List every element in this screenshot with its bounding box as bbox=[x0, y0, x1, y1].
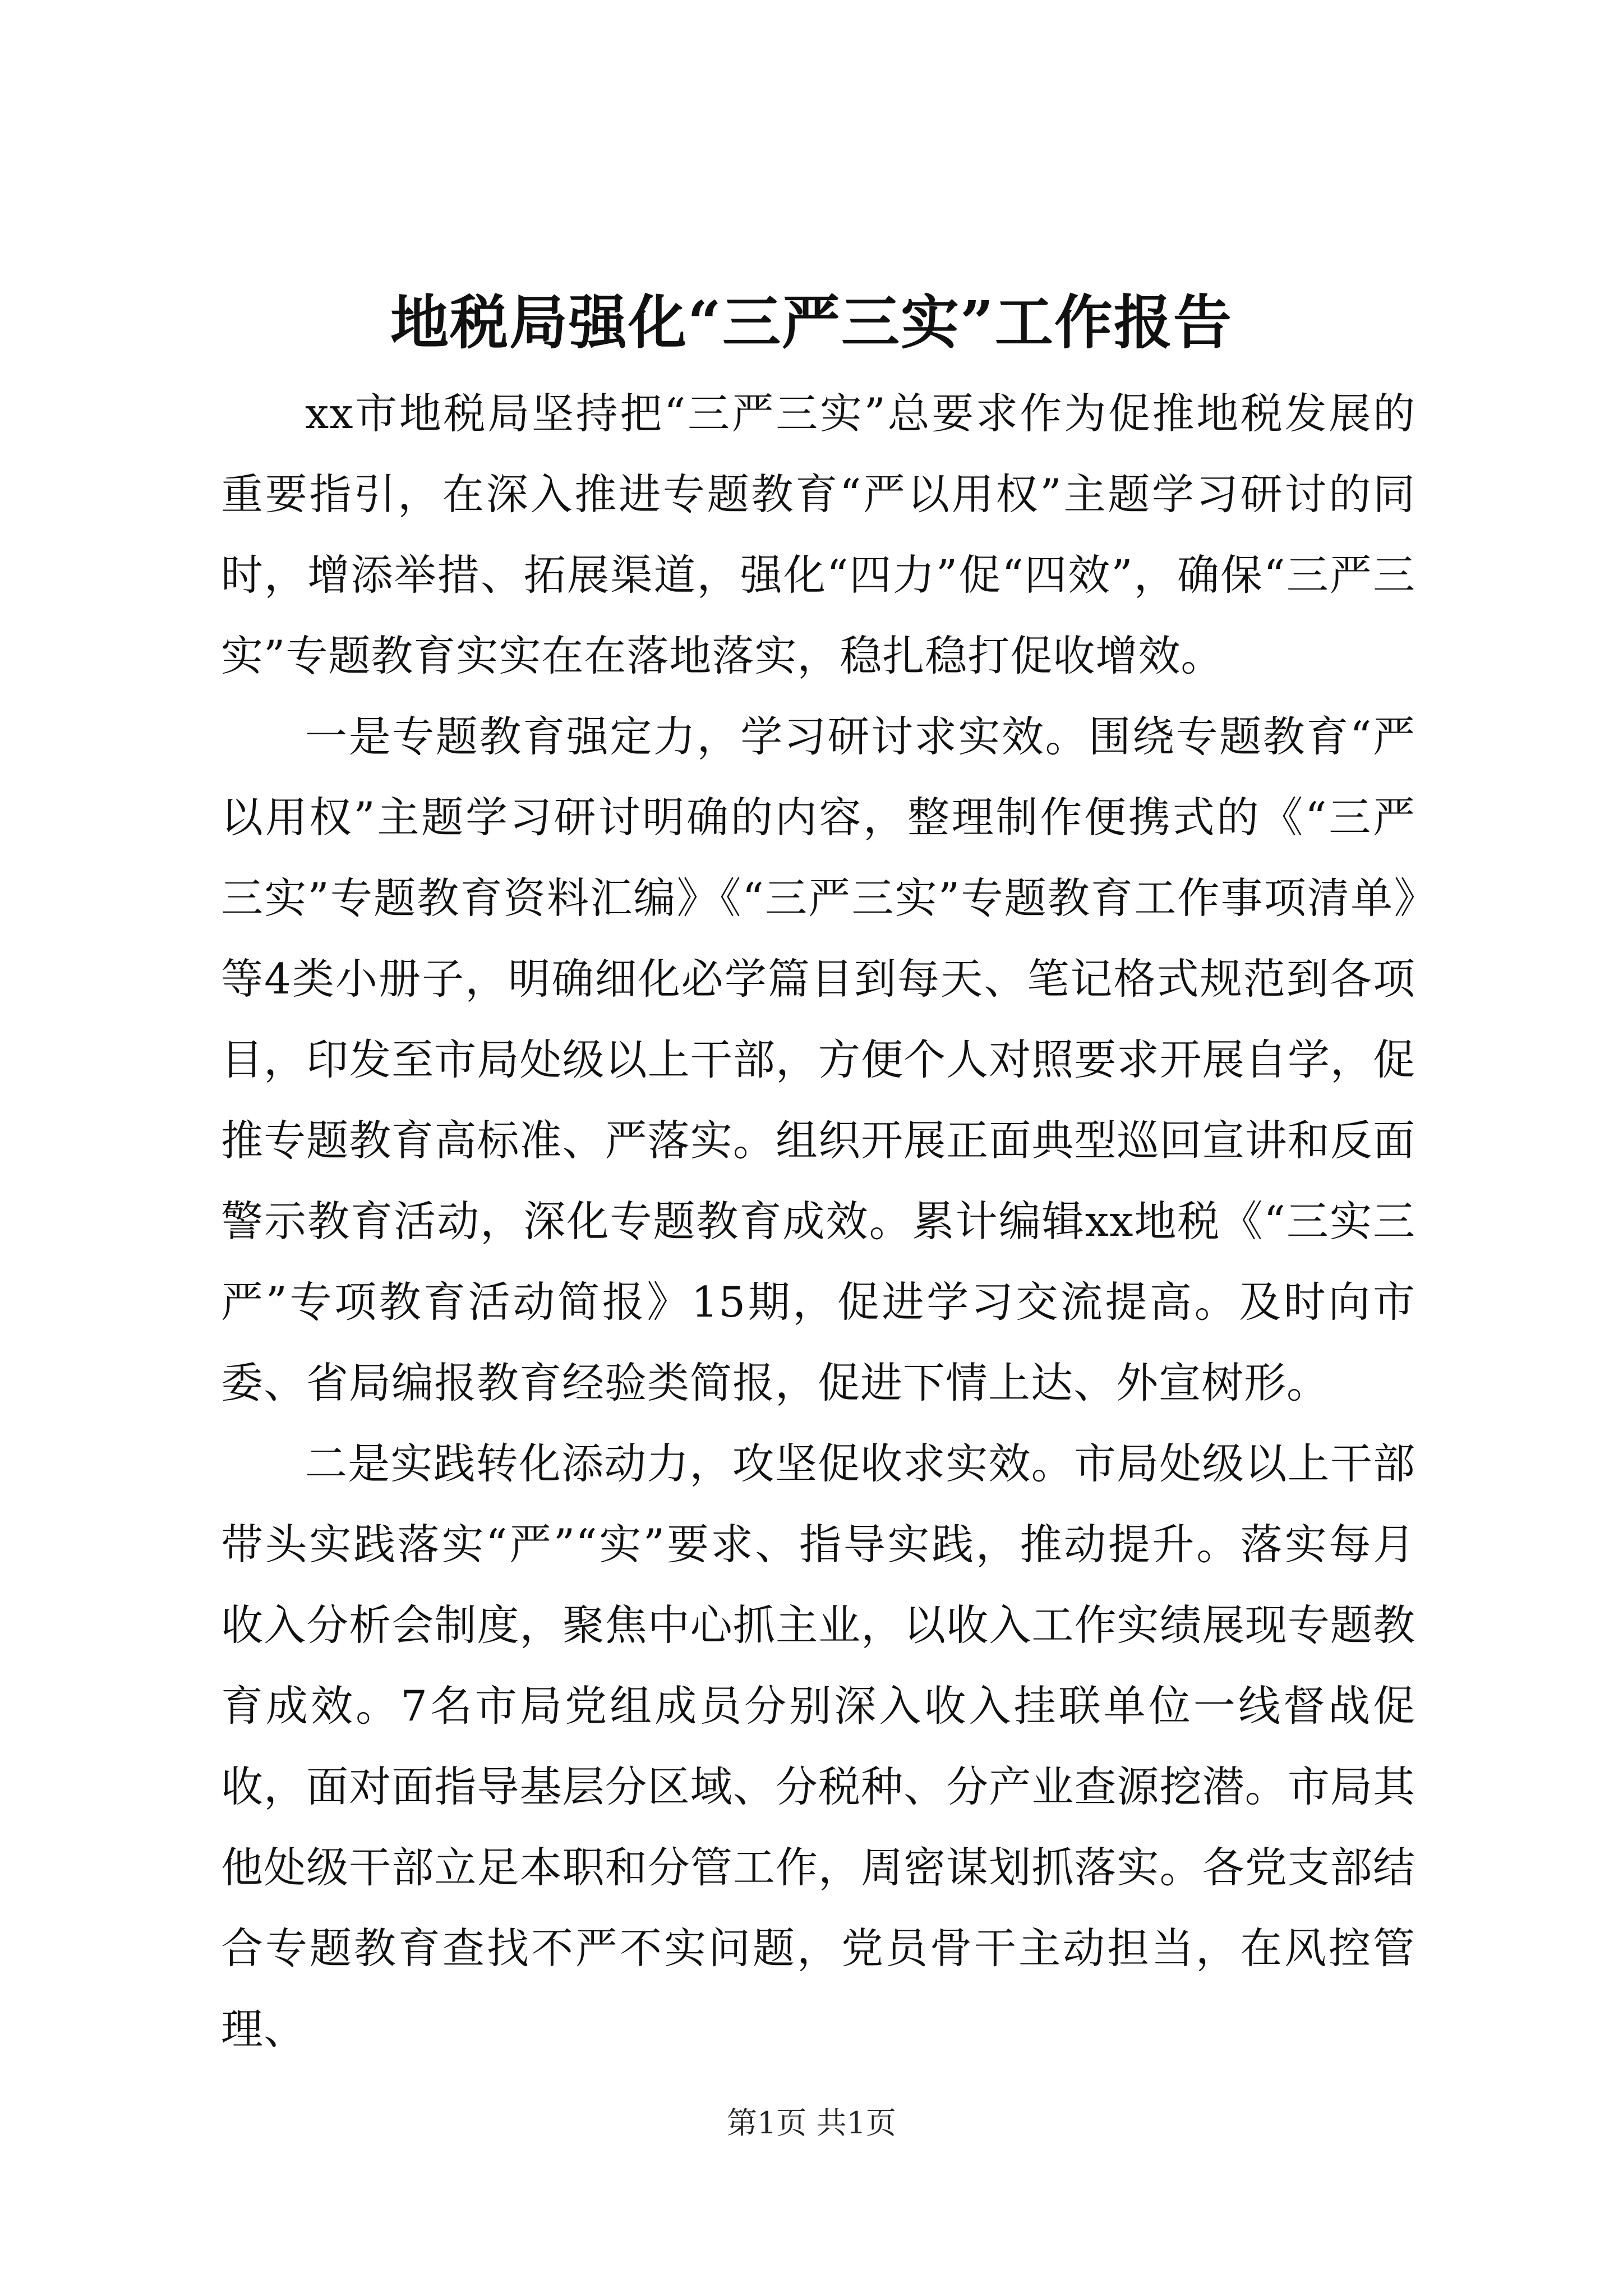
document-title: 地税局强化“三严三实”工作报告 bbox=[390, 288, 1233, 357]
document-body bbox=[221, 373, 1415, 2069]
page-footer: 第1页 共1页 bbox=[727, 2105, 896, 2141]
paragraph-point-one: 一是专题教育强定力，学习研讨求实效。围绕专题教育“严以用权”主题学习研讨明确的内容，整理制作便携式的《“三严三实”专题教育资料汇编》《“三严三实”专题教育工作事项清单》等4类小册子，明确细化必学篇目到每天、笔记格式规范到各项目，印发至市局处级以上干部，方便个人对照要求开展自学，促推专题教育高标准、严落实。组织开展正面典型巡回宣讲和反面警示教育活动，深化专题教育成效。累计编辑xx地税《“三实三严”专项教育活动简报》15期，促进学习交流提高。及时向市委、省局编报教育经验类简报，促进下情上达、外宣树形。 bbox=[221, 712, 1415, 1407]
paragraph-intro: xx市地税局坚持把“三严三实”总要求作为促推地税发展的重要指引，在深入推进专题教育“严以用权”主题学习研讨的同时，增添举措、拓展渠道，强化“四力”促“四效”，确保“三严三实”专题教育实实在在落地落实，稳扎稳打促收增效。 bbox=[221, 389, 1415, 680]
paragraph-point-two: 二是实践转化添动力，攻坚促收求实效。市局处级以上干部带头实践落实“严”“实”要求、指导实践，推动提升。落实每月收入分析会制度，聚焦中心抓主业，以收入工作实绩展现专题教育成效。7名市局党组成员分别深入收入挂联单位一线督战促收，面对面指导基层分区域、分税种、分产业查源挖潜。市局其他处级干部立足本职和分管工作，周密谋划抓落实。各党支部结合专题教育查找不严不实问题，党员骨干主动担当，在风控管理、 bbox=[221, 1439, 1415, 2054]
